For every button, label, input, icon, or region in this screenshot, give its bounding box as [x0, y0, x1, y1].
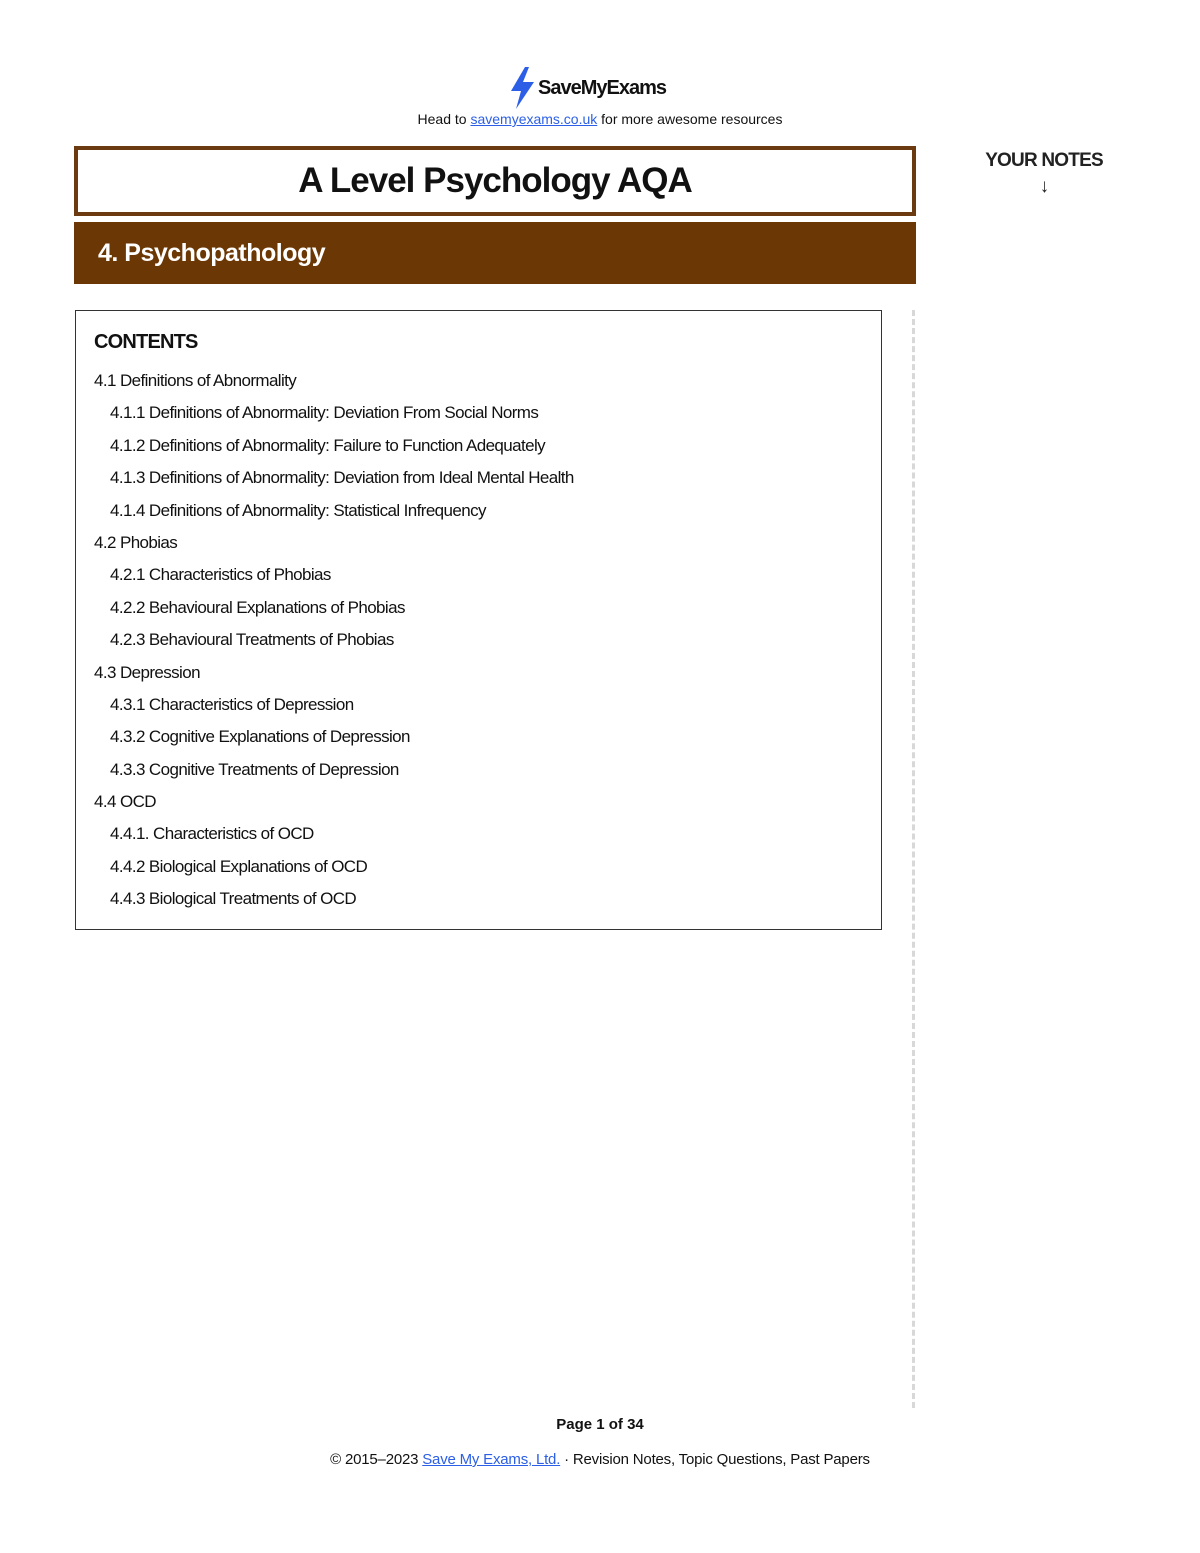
toc-section-link[interactable]: 4.4 OCD: [94, 792, 156, 812]
toc-subsection-link[interactable]: 4.1.4 Definitions of Abnormality: Statistical Infrequency: [110, 500, 486, 520]
toc-section-link[interactable]: 4.3 Depression: [94, 662, 200, 682]
copyright-link[interactable]: Save My Exams, Ltd.: [422, 1451, 561, 1468]
notes-divider: [912, 310, 915, 1408]
down-arrow-icon: ↓: [1039, 176, 1049, 197]
topic-bar: [74, 222, 916, 284]
table-of-contents: [94, 365, 574, 916]
document-title: A Level Psychology AQA: [298, 161, 692, 200]
toc-subsection-link[interactable]: 4.2.1 Characteristics of Phobias: [110, 565, 331, 585]
tagline-suffix: for more awesome resources: [597, 111, 783, 127]
toc-subsection-link[interactable]: 4.4.1. Characteristics of OCD: [110, 824, 314, 844]
copyright-suffix: · Revision Notes, Topic Questions, Past Papers: [560, 1451, 870, 1468]
toc-subsection-link[interactable]: 4.1.2 Definitions of Abnormality: Failure to Function Adequately: [110, 435, 546, 455]
toc-subsection-link[interactable]: 4.2.2 Behavioural Explanations of Phobias: [110, 597, 405, 617]
contents-box: [75, 310, 882, 930]
tagline-prefix: Head to: [417, 111, 471, 127]
brand-logo[interactable]: [508, 66, 666, 110]
lightning-bolt-icon: [508, 67, 536, 109]
toc-subsection-link[interactable]: 4.4.2 Biological Explanations of OCD: [110, 856, 368, 876]
toc-subsection-link[interactable]: 4.1.1 Definitions of Abnormality: Deviation From Social Norms: [110, 403, 539, 423]
your-notes-label: [966, 148, 1122, 200]
logo-text: SaveMyExams: [538, 76, 666, 99]
contents-heading: CONTENTS: [94, 331, 198, 353]
topic-title: 4. Psychopathology: [98, 238, 326, 267]
toc-subsection-link[interactable]: 4.3.1 Characteristics of Depression: [110, 694, 354, 714]
page-number: Page 1 of 34: [556, 1416, 644, 1433]
toc-subsection-link[interactable]: 4.3.3 Cognitive Treatments of Depression: [110, 759, 399, 779]
toc-section-link[interactable]: 4.2 Phobias: [94, 532, 178, 552]
title-box: [74, 146, 916, 216]
site-link[interactable]: savemyexams.co.uk: [470, 111, 598, 127]
toc-subsection-link[interactable]: 4.1.3 Definitions of Abnormality: Deviation from Ideal Mental Health: [110, 468, 574, 488]
toc-subsection-link[interactable]: 4.2.3 Behavioural Treatments of Phobias: [110, 630, 394, 650]
your-notes-text: YOUR NOTES: [985, 150, 1103, 171]
tagline: [0, 111, 1200, 127]
toc-subsection-link[interactable]: 4.3.2 Cognitive Explanations of Depression: [110, 727, 410, 747]
toc-section-link[interactable]: 4.1 Definitions of Abnormality: [94, 371, 297, 390]
copyright-prefix: © 2015–2023: [330, 1451, 423, 1468]
footer: [0, 1451, 1200, 1468]
toc-subsection-link[interactable]: 4.4.3 Biological Treatments of OCD: [110, 889, 357, 909]
